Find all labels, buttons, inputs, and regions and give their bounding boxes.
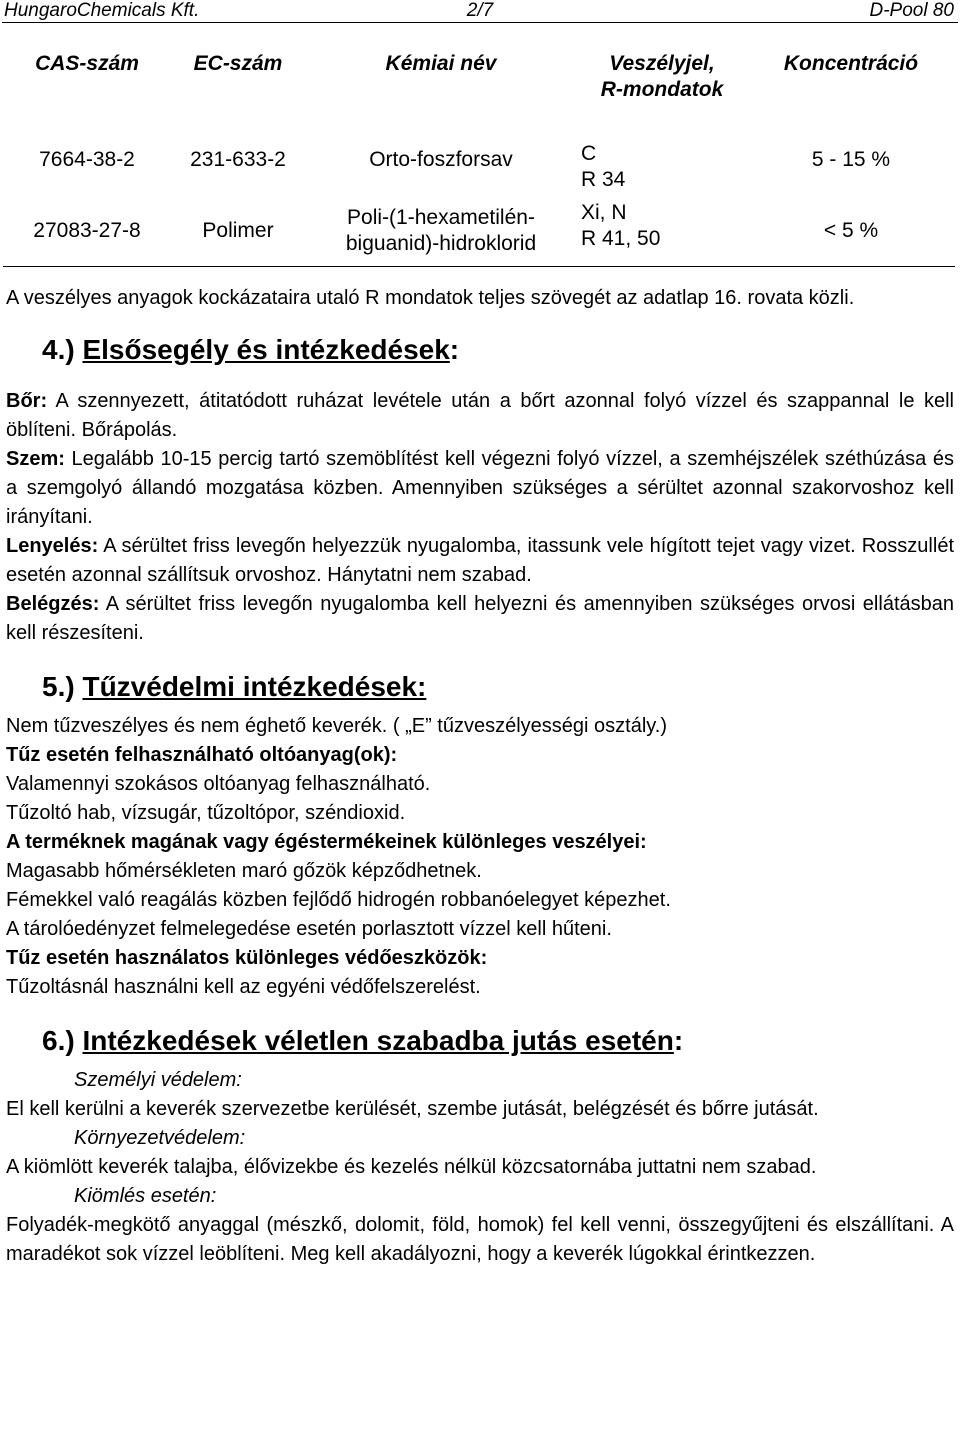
fire-subheading: Tűz esetén használatos különleges védőeszközök: — [6, 947, 488, 969]
fire-line: A tárolóedényzet felmelegedése esetén porlasztott vízzel kell hűteni. — [6, 918, 612, 940]
fire-line: Magasabb hőmérsékleten maró gőzök képződhetnek. — [6, 860, 482, 882]
first-aid-inhalation — [6, 590, 954, 648]
section-5-number: 5. — [42, 671, 66, 702]
ingredients-table — [3, 51, 955, 267]
fire-line: Nem tűzveszélyes és nem éghető keverék. ( „E” tűzveszélyességi osztály.) — [6, 715, 667, 737]
header-hazard-line1: Veszélyjel, — [609, 52, 715, 75]
header-cas: CAS-szám — [35, 52, 139, 75]
section-6-title: Intézkedések véletlen szabadba jutás esetén — [82, 1025, 674, 1056]
cell-ec: 231-633-2 — [190, 147, 286, 171]
name-line1: Poli-(1-hexametilén- — [347, 206, 535, 229]
header-hazard — [577, 51, 747, 123]
cell-cas: 7664-38-2 — [39, 147, 135, 171]
personal-protection-text: El kell kerülni a keverék szervezetbe kerülését, szembe jutását, belégzését és bőrre jutását. — [6, 1098, 819, 1120]
name-line2: biguanid)-hidroklorid — [345, 232, 537, 255]
cell-name — [305, 196, 577, 267]
first-aid-eye — [6, 445, 954, 532]
inhalation-text: A sérültet friss levegőn nyugalomba kell helyezni és amennyiben szükséges orvosi ellátásban kell részesíteni. — [6, 593, 954, 644]
page-header — [0, 0, 960, 20]
cell-concentration: 5 - 15 % — [811, 147, 891, 171]
r-phrase-note: A veszélyes anyagok kockázataira utaló R mondatok teljes szövegét az adatlap 16. rovata közli. — [6, 287, 855, 309]
r-phrases: R 41, 50 — [581, 227, 661, 250]
cell-cas: 27083-27-8 — [33, 219, 141, 242]
hazard-symbol: Xi, N — [581, 201, 627, 224]
table-header-row — [3, 51, 955, 123]
environment-heading: Környezetvédelem: — [74, 1127, 246, 1149]
product-name: D-Pool 80 — [869, 0, 954, 21]
section-4-colon: : — [449, 334, 460, 365]
section-6-colon: : — [673, 1025, 684, 1056]
cell-concentration: < 5 % — [823, 219, 879, 242]
skin-label: Bőr: — [6, 390, 48, 412]
spill-heading: Kiömlés esetén: — [74, 1185, 217, 1207]
company-name: HungaroChemicals Kft. — [4, 0, 200, 21]
document-body — [6, 284, 954, 1269]
header-chemical-name: Kémiai név — [385, 52, 497, 75]
section-6-heading — [6, 1024, 954, 1058]
fire-subheading: A terméknek magának vagy égéstermékeinek különleges veszélyei: — [6, 831, 647, 853]
ingestion-label: Lenyelés: — [6, 535, 99, 557]
section-6-number: 6. — [42, 1025, 66, 1056]
spill-text: Folyadék-megkötő anyaggal (mészkő, dolomit, föld, homok) fel kell venni, összegyűjteni és elszállítani. A maradékot sok vízzel leöblíteni. Meg kell akadályozni, hogy a keverék lúgokkal érintkezzen. — [6, 1214, 954, 1265]
section-4-paren: ) — [65, 334, 75, 365]
inhalation-label: Belégzés: — [6, 593, 100, 615]
fire-line: Tűzoltásnál használni kell az egyéni védőfelszerelést. — [6, 976, 481, 998]
fire-line: Valamennyi szokásos oltóanyag felhasználható. — [6, 773, 431, 795]
fire-line: Tűzoltó hab, vízsugár, tűzoltópor, széndioxid. — [6, 802, 406, 824]
section-5-heading — [6, 670, 954, 704]
ingestion-text: A sérültet friss levegőn helyezzük nyugalomba, itassunk vele hígított tejet vagy vizet. Rosszullét esetén azonnal szállítsuk orvoshoz. Hánytatni nem szabad. — [6, 535, 954, 586]
skin-text: A szennyezett, átitatódott ruházat levétele után a bőrt azonnal folyó vízzel és szappannal le kell öblíteni. Bőrápolás. — [6, 390, 954, 441]
section-6-paren: ) — [65, 1025, 75, 1056]
r-phrases: R 34 — [581, 168, 626, 191]
table-row — [3, 196, 955, 267]
personal-protection-heading: Személyi védelem: — [74, 1069, 242, 1091]
header-concentration: Koncentráció — [783, 52, 919, 75]
section-5-title: Tűzvédelmi intézkedések: — [82, 671, 427, 702]
table-row — [3, 123, 955, 196]
cell-hazard — [577, 123, 747, 196]
section-5-paren: ) — [65, 671, 75, 702]
section-4-heading — [6, 333, 954, 367]
cell-name: Orto-foszforsav — [369, 147, 513, 171]
header-rule — [2, 22, 958, 23]
fire-subheading: Tűz esetén felhasználható oltóanyag(ok): — [6, 744, 398, 766]
page-number: 2/7 — [466, 0, 494, 21]
hazard-symbol: C — [581, 142, 597, 165]
cell-hazard — [577, 196, 747, 267]
cell-ec: Polimer — [202, 219, 274, 242]
first-aid-ingestion — [6, 532, 954, 590]
eye-label: Szem: — [6, 448, 65, 470]
header-ec: EC-szám — [193, 52, 283, 75]
eye-text: Legalább 10-15 percig tartó szemöblítést kell végezni folyó vízzel, a szemhéjszélek széthúzása és a szemgolyó állandó mozgatása közben. Amennyiben szükséges a sérültet azonnal szakorvoshoz kell irányítani. — [6, 448, 954, 528]
fire-line: Fémekkel való reagálás közben fejlődő hidrogén robbanóelegyet képezhet. — [6, 889, 671, 911]
header-hazard-line2: R-mondatok — [600, 78, 724, 101]
section-4-title: Elsősegély és intézkedések — [82, 334, 450, 365]
environment-text: A kiömlött keverék talajba, élővizekbe és kezelés nélkül közcsatornába juttatni nem szabad. — [6, 1156, 817, 1178]
first-aid-skin — [6, 387, 954, 445]
section-4-number: 4. — [42, 334, 66, 365]
